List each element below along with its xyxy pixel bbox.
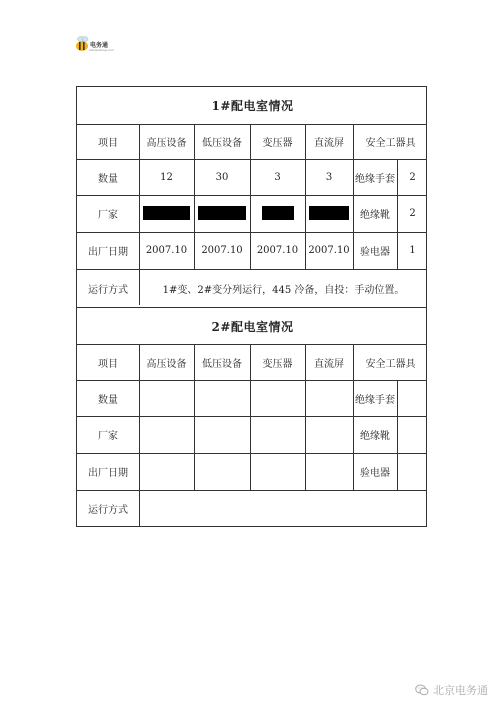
header-safety-tools: 安全工器具 bbox=[365, 138, 416, 149]
wechat-icon bbox=[415, 683, 429, 697]
tool-gloves: 绝缘手套 bbox=[355, 394, 395, 406]
logo-name: 电务通 bbox=[90, 42, 109, 49]
date-lv: 2007.10 bbox=[201, 245, 243, 256]
header-transformer: 变压器 bbox=[262, 358, 293, 370]
row-label-date: 出厂日期 bbox=[88, 247, 128, 258]
redacted-manufacturer-transformer bbox=[262, 206, 294, 220]
tool-boots: 绝缘靴 bbox=[360, 210, 390, 221]
row-label-manufacturer: 厂家 bbox=[98, 210, 118, 221]
header-dc-panel: 直流屏 bbox=[314, 138, 344, 149]
watermark-text: 北京电务通 bbox=[433, 684, 488, 697]
logo-subtitle: dianwutong.com bbox=[89, 48, 115, 52]
table-1-title: 1#配电室情况 bbox=[211, 99, 294, 113]
watermark bbox=[415, 682, 488, 698]
header-lv: 低压设备 bbox=[202, 358, 242, 370]
date-transformer: 2007.10 bbox=[256, 245, 299, 256]
table-1 bbox=[76, 86, 427, 308]
row-label-quantity: 数量 bbox=[98, 173, 118, 185]
header-safety-tools: 安全工器具 bbox=[365, 358, 416, 370]
date-hv: 2007.10 bbox=[145, 245, 188, 256]
table-2 bbox=[76, 308, 427, 527]
mode-text: 1#变、2#变分列运行，445 冷备，自投：手动位置。 bbox=[162, 284, 405, 296]
tool-tester: 验电器 bbox=[360, 468, 390, 479]
row-label-mode: 运行方式 bbox=[88, 504, 128, 516]
redacted-manufacturer-hv bbox=[143, 206, 190, 220]
header-dc-panel: 直流屏 bbox=[314, 358, 344, 370]
quantity-transformer: 3 bbox=[274, 171, 281, 183]
row-label-mode: 运行方式 bbox=[88, 284, 128, 296]
header-item: 项目 bbox=[98, 138, 118, 149]
quantity-lv: 30 bbox=[215, 171, 229, 183]
row-label-date: 出厂日期 bbox=[88, 468, 128, 479]
row-label-quantity: 数量 bbox=[98, 394, 118, 406]
header-item: 项目 bbox=[98, 358, 118, 370]
tool-tester: 验电器 bbox=[360, 247, 390, 258]
tool-tester-count: 1 bbox=[409, 245, 416, 256]
row-label-manufacturer: 厂家 bbox=[98, 431, 118, 442]
header-hv: 高压设备 bbox=[146, 358, 187, 370]
tool-boots-count: 2 bbox=[409, 208, 416, 219]
table-2-title: 2#配电室情况 bbox=[211, 319, 294, 334]
tool-boots: 绝缘靴 bbox=[360, 431, 390, 442]
tool-gloves-count: 2 bbox=[409, 171, 416, 183]
header-hv: 高压设备 bbox=[146, 138, 187, 149]
quantity-hv: 12 bbox=[160, 171, 173, 183]
date-dc-panel: 2007.10 bbox=[308, 245, 350, 256]
redacted-manufacturer-lv bbox=[198, 206, 246, 220]
header-transformer: 变压器 bbox=[262, 138, 293, 149]
header-lv: 低压设备 bbox=[202, 138, 242, 149]
tool-gloves: 绝缘手套 bbox=[355, 173, 395, 185]
quantity-dc-panel: 3 bbox=[325, 171, 333, 183]
redacted-manufacturer-dc-panel bbox=[309, 206, 349, 220]
